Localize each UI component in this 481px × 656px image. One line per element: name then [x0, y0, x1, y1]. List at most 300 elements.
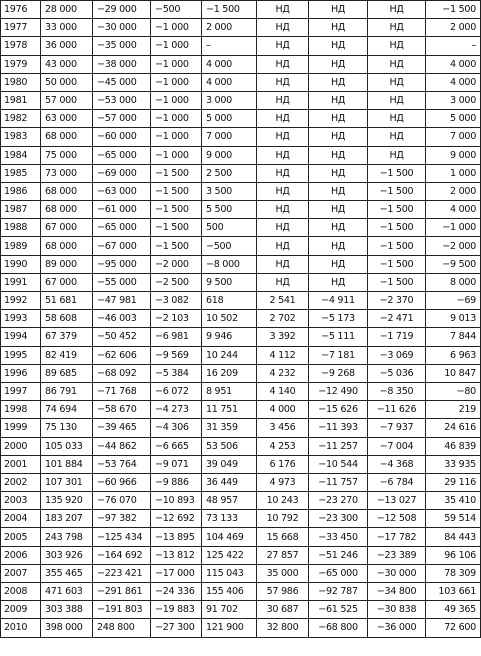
value-cell: 398 000	[41, 619, 93, 637]
value-cell: 121 900	[202, 619, 257, 637]
value-cell: −3 082	[151, 292, 202, 310]
value-cell: 5 500	[202, 201, 257, 219]
value-cell: −13 027	[368, 492, 426, 510]
value-cell: 9 000	[426, 146, 481, 164]
value-cell: 3 456	[257, 419, 309, 437]
value-cell: НД	[309, 73, 368, 91]
table-row	[1, 273, 481, 291]
value-cell: −5 036	[368, 364, 426, 382]
year-cell: 2008	[1, 583, 41, 601]
value-cell: 3 000	[426, 91, 481, 109]
value-cell: −61 525	[309, 601, 368, 619]
value-cell: 68 000	[41, 182, 93, 200]
value-cell: 155 406	[202, 583, 257, 601]
value-cell: −80	[426, 382, 481, 400]
table-row	[1, 564, 481, 582]
value-cell: −9 886	[151, 473, 202, 491]
value-cell: −1 500	[202, 1, 257, 19]
value-cell: −60 000	[93, 128, 151, 146]
value-cell: 303 388	[41, 601, 93, 619]
value-cell: НД	[309, 182, 368, 200]
value-cell: 63 000	[41, 110, 93, 128]
value-cell: −10 893	[151, 492, 202, 510]
value-cell: 7 000	[202, 128, 257, 146]
value-cell: НД	[309, 273, 368, 291]
year-cell: 1989	[1, 237, 41, 255]
value-cell: 125 422	[202, 546, 257, 564]
value-cell: НД	[257, 55, 309, 73]
value-cell: −1 000	[151, 55, 202, 73]
value-cell: −1 500	[368, 255, 426, 273]
value-cell: –	[202, 37, 257, 55]
year-cell: 1979	[1, 55, 41, 73]
value-cell: −223 421	[93, 564, 151, 582]
year-cell: 1991	[1, 273, 41, 291]
year-cell: 1976	[1, 1, 41, 19]
year-cell: 1982	[1, 110, 41, 128]
value-cell: 3 000	[202, 91, 257, 109]
value-cell: −17 782	[368, 528, 426, 546]
value-cell: 2 541	[257, 292, 309, 310]
value-cell: −1 500	[368, 164, 426, 182]
table-row	[1, 91, 481, 109]
value-cell: −1 500	[368, 182, 426, 200]
value-cell: −6 784	[368, 473, 426, 491]
value-cell: −53 000	[93, 91, 151, 109]
value-cell: −12 490	[309, 382, 368, 400]
value-cell: 7 844	[426, 328, 481, 346]
value-cell: −9 500	[426, 255, 481, 273]
value-cell: НД	[368, 1, 426, 19]
value-cell: −2 000	[426, 237, 481, 255]
value-cell: 31 359	[202, 419, 257, 437]
value-cell: −69	[426, 292, 481, 310]
value-cell: −7 004	[368, 437, 426, 455]
value-cell: −13 895	[151, 528, 202, 546]
value-cell: 5 000	[202, 110, 257, 128]
value-cell: −1 500	[368, 273, 426, 291]
value-cell: −9 268	[309, 364, 368, 382]
value-cell: НД	[309, 55, 368, 73]
value-cell: 105 033	[41, 437, 93, 455]
value-cell: 9 013	[426, 310, 481, 328]
value-cell: 4 000	[202, 55, 257, 73]
table-row	[1, 346, 481, 364]
value-cell: 183 207	[41, 510, 93, 528]
value-cell: −1 000	[151, 19, 202, 37]
value-cell: 4 973	[257, 473, 309, 491]
value-cell: −9 569	[151, 346, 202, 364]
value-cell: −62 606	[93, 346, 151, 364]
table-row	[1, 492, 481, 510]
year-cell: 2007	[1, 564, 41, 582]
value-cell: 7 000	[426, 128, 481, 146]
table-row	[1, 219, 481, 237]
value-cell: −53 764	[93, 455, 151, 473]
value-cell: 82 419	[41, 346, 93, 364]
year-cell: 1994	[1, 328, 41, 346]
value-cell: 91 702	[202, 601, 257, 619]
value-cell: −1 719	[368, 328, 426, 346]
value-cell: НД	[257, 73, 309, 91]
value-cell: −65 000	[93, 146, 151, 164]
value-cell: −30 000	[93, 19, 151, 37]
value-cell: −24 336	[151, 583, 202, 601]
year-cell: 2002	[1, 473, 41, 491]
value-cell: НД	[309, 201, 368, 219]
value-cell: −2 471	[368, 310, 426, 328]
value-cell: −1 500	[151, 182, 202, 200]
year-cell: 1985	[1, 164, 41, 182]
year-cell: 1988	[1, 219, 41, 237]
value-cell: −500	[202, 237, 257, 255]
value-cell: 1 000	[426, 164, 481, 182]
value-cell: −65 000	[309, 564, 368, 582]
value-cell: 4 232	[257, 364, 309, 382]
value-cell: 104 469	[202, 528, 257, 546]
value-cell: 6 963	[426, 346, 481, 364]
value-cell: −67 000	[93, 237, 151, 255]
value-cell: −5 173	[309, 310, 368, 328]
value-cell: 9 500	[202, 273, 257, 291]
value-cell: НД	[309, 164, 368, 182]
value-cell: 73 133	[202, 510, 257, 528]
value-cell: НД	[309, 110, 368, 128]
value-cell: −1 500	[151, 201, 202, 219]
value-cell: −7 937	[368, 419, 426, 437]
value-cell: −8 350	[368, 382, 426, 400]
value-cell: НД	[368, 110, 426, 128]
value-cell: 219	[426, 401, 481, 419]
value-cell: −92 787	[309, 583, 368, 601]
value-cell: НД	[368, 55, 426, 73]
value-cell: 96 106	[426, 546, 481, 564]
value-cell: −60 966	[93, 473, 151, 491]
value-cell: −7 181	[309, 346, 368, 364]
value-cell: НД	[309, 219, 368, 237]
value-cell: 618	[202, 292, 257, 310]
value-cell: 5 000	[426, 110, 481, 128]
value-cell: −38 000	[93, 55, 151, 73]
year-cell: 1990	[1, 255, 41, 273]
value-cell: 28 000	[41, 1, 93, 19]
year-cell: 2009	[1, 601, 41, 619]
value-cell: 101 884	[41, 455, 93, 473]
value-cell: −13 812	[151, 546, 202, 564]
value-cell: 75 130	[41, 419, 93, 437]
value-cell: НД	[257, 1, 309, 19]
value-cell: −55 000	[93, 273, 151, 291]
year-cell: 1983	[1, 128, 41, 146]
value-cell: −191 803	[93, 601, 151, 619]
value-cell: −11 626	[368, 401, 426, 419]
year-cell: 1993	[1, 310, 41, 328]
value-cell: НД	[309, 128, 368, 146]
value-cell: НД	[257, 237, 309, 255]
value-cell: 35 410	[426, 492, 481, 510]
value-cell: НД	[257, 91, 309, 109]
value-cell: 43 000	[41, 55, 93, 73]
value-cell: −12 692	[151, 510, 202, 528]
value-cell: −23 270	[309, 492, 368, 510]
value-cell: 75 000	[41, 146, 93, 164]
value-cell: −76 070	[93, 492, 151, 510]
value-cell: −61 000	[93, 201, 151, 219]
year-cell: 2005	[1, 528, 41, 546]
value-cell: НД	[368, 19, 426, 37]
value-cell: −71 768	[93, 382, 151, 400]
value-cell: −23 389	[368, 546, 426, 564]
value-cell: −1 000	[151, 91, 202, 109]
value-cell: −63 000	[93, 182, 151, 200]
table-row	[1, 528, 481, 546]
table-row	[1, 37, 481, 55]
value-cell: 86 791	[41, 382, 93, 400]
value-cell: −6 981	[151, 328, 202, 346]
year-cell: 2000	[1, 437, 41, 455]
value-cell: −3 069	[368, 346, 426, 364]
table-row	[1, 619, 481, 637]
value-cell: НД	[257, 273, 309, 291]
value-cell: 67 000	[41, 219, 93, 237]
value-cell: −39 465	[93, 419, 151, 437]
value-cell: 10 792	[257, 510, 309, 528]
value-cell: −68 092	[93, 364, 151, 382]
value-cell: 73 000	[41, 164, 93, 182]
year-cell: 2006	[1, 546, 41, 564]
value-cell: −11 257	[309, 437, 368, 455]
value-cell: −69 000	[93, 164, 151, 182]
value-cell: −2 500	[151, 273, 202, 291]
value-cell: −1 000	[426, 219, 481, 237]
value-cell: −33 450	[309, 528, 368, 546]
value-cell: −19 883	[151, 601, 202, 619]
table-row	[1, 292, 481, 310]
value-cell: −46 003	[93, 310, 151, 328]
value-cell: 46 839	[426, 437, 481, 455]
year-cell: 1987	[1, 201, 41, 219]
value-cell: 89 000	[41, 255, 93, 273]
value-cell: −30 000	[368, 564, 426, 582]
value-cell: 4 253	[257, 437, 309, 455]
value-cell: 51 681	[41, 292, 93, 310]
value-cell: 115 043	[202, 564, 257, 582]
value-cell: −34 800	[368, 583, 426, 601]
value-cell: 303 926	[41, 546, 93, 564]
value-cell: −68 800	[309, 619, 368, 637]
value-cell: 68 000	[41, 237, 93, 255]
value-cell: 2 702	[257, 310, 309, 328]
value-cell: 9 946	[202, 328, 257, 346]
value-cell: 2 000	[202, 19, 257, 37]
value-cell: −2 000	[151, 255, 202, 273]
value-cell: 36 000	[41, 37, 93, 55]
value-cell: −12 508	[368, 510, 426, 528]
table-row	[1, 364, 481, 382]
value-cell: −1 500	[426, 1, 481, 19]
value-cell: −1 500	[151, 237, 202, 255]
value-cell: 27 857	[257, 546, 309, 564]
value-cell: НД	[368, 91, 426, 109]
value-cell: −1 000	[151, 110, 202, 128]
value-cell: −1 500	[368, 219, 426, 237]
value-cell: 89 685	[41, 364, 93, 382]
value-cell: –	[426, 37, 481, 55]
table-row	[1, 382, 481, 400]
value-cell: 2 500	[202, 164, 257, 182]
value-cell: 4 112	[257, 346, 309, 364]
year-cell: 1981	[1, 91, 41, 109]
year-cell: 1980	[1, 73, 41, 91]
value-cell: −17 000	[151, 564, 202, 582]
value-cell: 107 301	[41, 473, 93, 491]
year-cell: 1995	[1, 346, 41, 364]
value-cell: 6 176	[257, 455, 309, 473]
table-row	[1, 1, 481, 19]
value-cell: −1 000	[151, 128, 202, 146]
value-cell: −58 670	[93, 401, 151, 419]
table-row	[1, 164, 481, 182]
value-cell: −500	[151, 1, 202, 19]
year-cell: 2003	[1, 492, 41, 510]
value-cell: 24 616	[426, 419, 481, 437]
value-cell: НД	[309, 146, 368, 164]
value-cell: НД	[368, 128, 426, 146]
table-row	[1, 401, 481, 419]
value-cell: −291 861	[93, 583, 151, 601]
value-cell: 67 000	[41, 273, 93, 291]
value-cell: 10 243	[257, 492, 309, 510]
value-cell: −44 862	[93, 437, 151, 455]
value-cell: НД	[368, 37, 426, 55]
value-cell: −36 000	[368, 619, 426, 637]
value-cell: −6 665	[151, 437, 202, 455]
value-cell: НД	[257, 164, 309, 182]
year-cell: 1999	[1, 419, 41, 437]
value-cell: 78 309	[426, 564, 481, 582]
value-cell: 3 392	[257, 328, 309, 346]
value-cell: −97 382	[93, 510, 151, 528]
value-cell: −1 000	[151, 37, 202, 55]
value-cell: 68 000	[41, 201, 93, 219]
value-cell: −50 452	[93, 328, 151, 346]
value-cell: −51 246	[309, 546, 368, 564]
value-cell: 59 514	[426, 510, 481, 528]
value-cell: 355 465	[41, 564, 93, 582]
value-cell: 8 951	[202, 382, 257, 400]
year-cell: 1992	[1, 292, 41, 310]
value-cell: 36 449	[202, 473, 257, 491]
table-row	[1, 255, 481, 273]
value-cell: 135 920	[41, 492, 93, 510]
value-cell: 4 000	[426, 55, 481, 73]
value-cell: НД	[309, 91, 368, 109]
value-cell: −1 500	[151, 164, 202, 182]
value-cell: 10 244	[202, 346, 257, 364]
value-cell: 9 000	[202, 146, 257, 164]
table-row	[1, 546, 481, 564]
value-cell: 67 379	[41, 328, 93, 346]
value-cell: −4 306	[151, 419, 202, 437]
value-cell: 35 000	[257, 564, 309, 582]
value-cell: −30 838	[368, 601, 426, 619]
value-cell: 84 443	[426, 528, 481, 546]
value-cell: НД	[257, 37, 309, 55]
value-cell: НД	[368, 146, 426, 164]
value-cell: −2 370	[368, 292, 426, 310]
value-cell: −35 000	[93, 37, 151, 55]
value-cell: НД	[368, 73, 426, 91]
year-cell: 2010	[1, 619, 41, 637]
value-cell: 39 049	[202, 455, 257, 473]
year-cell: 1997	[1, 382, 41, 400]
table-row	[1, 201, 481, 219]
value-cell: НД	[257, 19, 309, 37]
table-row	[1, 437, 481, 455]
value-cell: НД	[309, 1, 368, 19]
value-cell: −45 000	[93, 73, 151, 91]
value-cell: −65 000	[93, 219, 151, 237]
value-cell: 11 751	[202, 401, 257, 419]
table-row	[1, 473, 481, 491]
value-cell: 74 694	[41, 401, 93, 419]
value-cell: −2 103	[151, 310, 202, 328]
value-cell: НД	[257, 182, 309, 200]
value-cell: −4 368	[368, 455, 426, 473]
value-cell: 2 000	[426, 19, 481, 37]
value-cell: 8 000	[426, 273, 481, 291]
value-cell: НД	[257, 219, 309, 237]
value-cell: НД	[257, 110, 309, 128]
table-row	[1, 19, 481, 37]
value-cell: −4 273	[151, 401, 202, 419]
table-row	[1, 328, 481, 346]
table-row	[1, 310, 481, 328]
value-cell: −5 384	[151, 364, 202, 382]
value-cell: НД	[257, 146, 309, 164]
value-cell: 57 000	[41, 91, 93, 109]
value-cell: −29 000	[93, 1, 151, 19]
year-cell: 1977	[1, 19, 41, 37]
value-cell: 49 365	[426, 601, 481, 619]
table-body	[1, 1, 481, 638]
value-cell: −5 111	[309, 328, 368, 346]
value-cell: −95 000	[93, 255, 151, 273]
table-row	[1, 237, 481, 255]
table-row	[1, 455, 481, 473]
value-cell: 16 209	[202, 364, 257, 382]
value-cell: НД	[309, 255, 368, 273]
value-cell: −6 072	[151, 382, 202, 400]
table-row	[1, 583, 481, 601]
value-cell: 4 000	[202, 73, 257, 91]
value-cell: 4 140	[257, 382, 309, 400]
value-cell: 50 000	[41, 73, 93, 91]
value-cell: 471 603	[41, 583, 93, 601]
year-cell: 1996	[1, 364, 41, 382]
value-cell: 4 000	[257, 401, 309, 419]
value-cell: 10 847	[426, 364, 481, 382]
value-cell: −4 911	[309, 292, 368, 310]
value-cell: НД	[257, 255, 309, 273]
value-cell: −27 300	[151, 619, 202, 637]
value-cell: −9 071	[151, 455, 202, 473]
value-cell: 15 668	[257, 528, 309, 546]
value-cell: 58 608	[41, 310, 93, 328]
year-cell: 2001	[1, 455, 41, 473]
table-row	[1, 128, 481, 146]
year-cell: 1984	[1, 146, 41, 164]
